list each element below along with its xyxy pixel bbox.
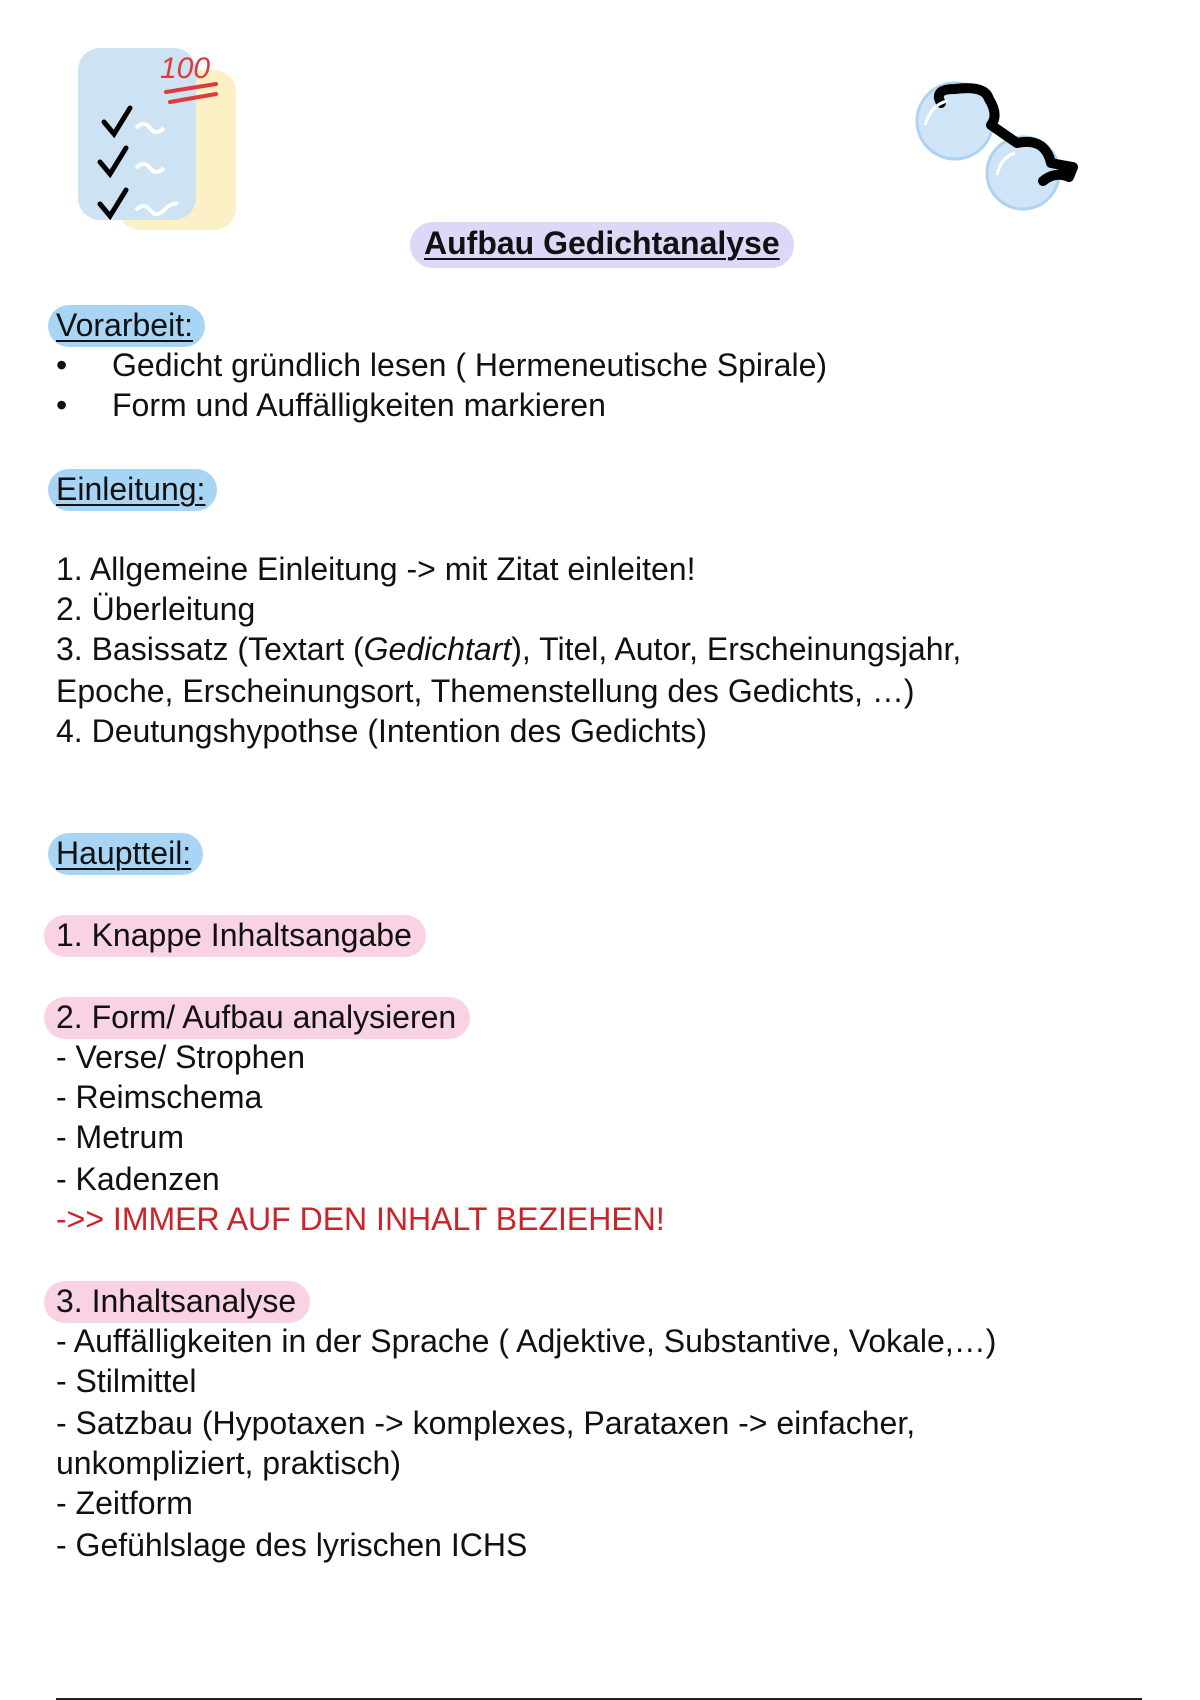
heading-label: Hauptteil: (48, 833, 203, 875)
subsection-heading-inhaltsangabe (56, 916, 426, 954)
list-item: - Reimschema (56, 1079, 263, 1115)
heading-label: Vorarbeit: (48, 305, 205, 347)
subsection-heading-form (56, 998, 470, 1036)
list-item (56, 386, 606, 424)
list-item: - Auffälligkeiten in der Sprache ( Adjektive, Substantive, Vokale,…) (56, 1323, 997, 1359)
section-heading-hauptteil (56, 834, 203, 872)
list-item: - Gefühlslage des lyrischen ICHS (56, 1527, 528, 1563)
list-item: - Satzbau (Hypotaxen -> komplexes, Parataxen -> einfacher, (56, 1405, 916, 1441)
subsection-label: 1. Knappe Inhaltsangabe (44, 915, 426, 957)
list-item-basissatz (56, 630, 961, 668)
list-item: - Verse/ Strophen (56, 1039, 306, 1075)
list-item-continuation: Epoche, Erscheinungsort, Themenstellung des Gedichts, …) (56, 673, 915, 709)
heading-label: Einleitung: (48, 469, 217, 511)
list-item: 2. Überleitung (56, 591, 256, 627)
warning-note: ->> IMMER AUF DEN INHALT BEZIEHEN! (56, 1201, 665, 1237)
checklist-sticker-icon (70, 40, 260, 240)
basissatz-italic: Gedichtart (363, 631, 512, 667)
list-item (56, 346, 827, 384)
list-item-continuation: unkompliziert, praktisch) (56, 1445, 401, 1481)
glasses-sticker-icon (905, 65, 1105, 215)
page-title: Aufbau Gedichtanalyse (410, 222, 794, 268)
bullet-icon: • (56, 347, 68, 383)
list-item: 4. Deutungshypothse (Intention des Gedichts) (56, 713, 708, 749)
list-item: - Kadenzen (56, 1161, 220, 1197)
section-heading-vorarbeit (56, 306, 205, 344)
list-item: 1. Allgemeine Einleitung -> mit Zitat einleiten! (56, 551, 696, 587)
subsection-heading-inhaltsanalyse (56, 1282, 310, 1320)
basissatz-suffix: ), Titel, Autor, Erscheinungsjahr, (511, 631, 962, 667)
score-text: 100 (160, 52, 211, 85)
list-item: - Metrum (56, 1119, 184, 1155)
list-item-text: Gedicht gründlich lesen ( Hermeneutische Spirale) (112, 347, 828, 383)
list-item: - Zeitform (56, 1485, 193, 1521)
basissatz-prefix: 3. Basissatz (Textart ( (56, 631, 364, 667)
list-item: - Stilmittel (56, 1363, 197, 1399)
subsection-label: 3. Inhaltsanalyse (44, 1281, 310, 1323)
list-item-text: Form und Auffälligkeiten markieren (112, 387, 606, 423)
bullet-icon: • (56, 387, 68, 423)
section-heading-einleitung (56, 470, 217, 508)
subsection-label: 2. Form/ Aufbau analysieren (44, 997, 470, 1039)
